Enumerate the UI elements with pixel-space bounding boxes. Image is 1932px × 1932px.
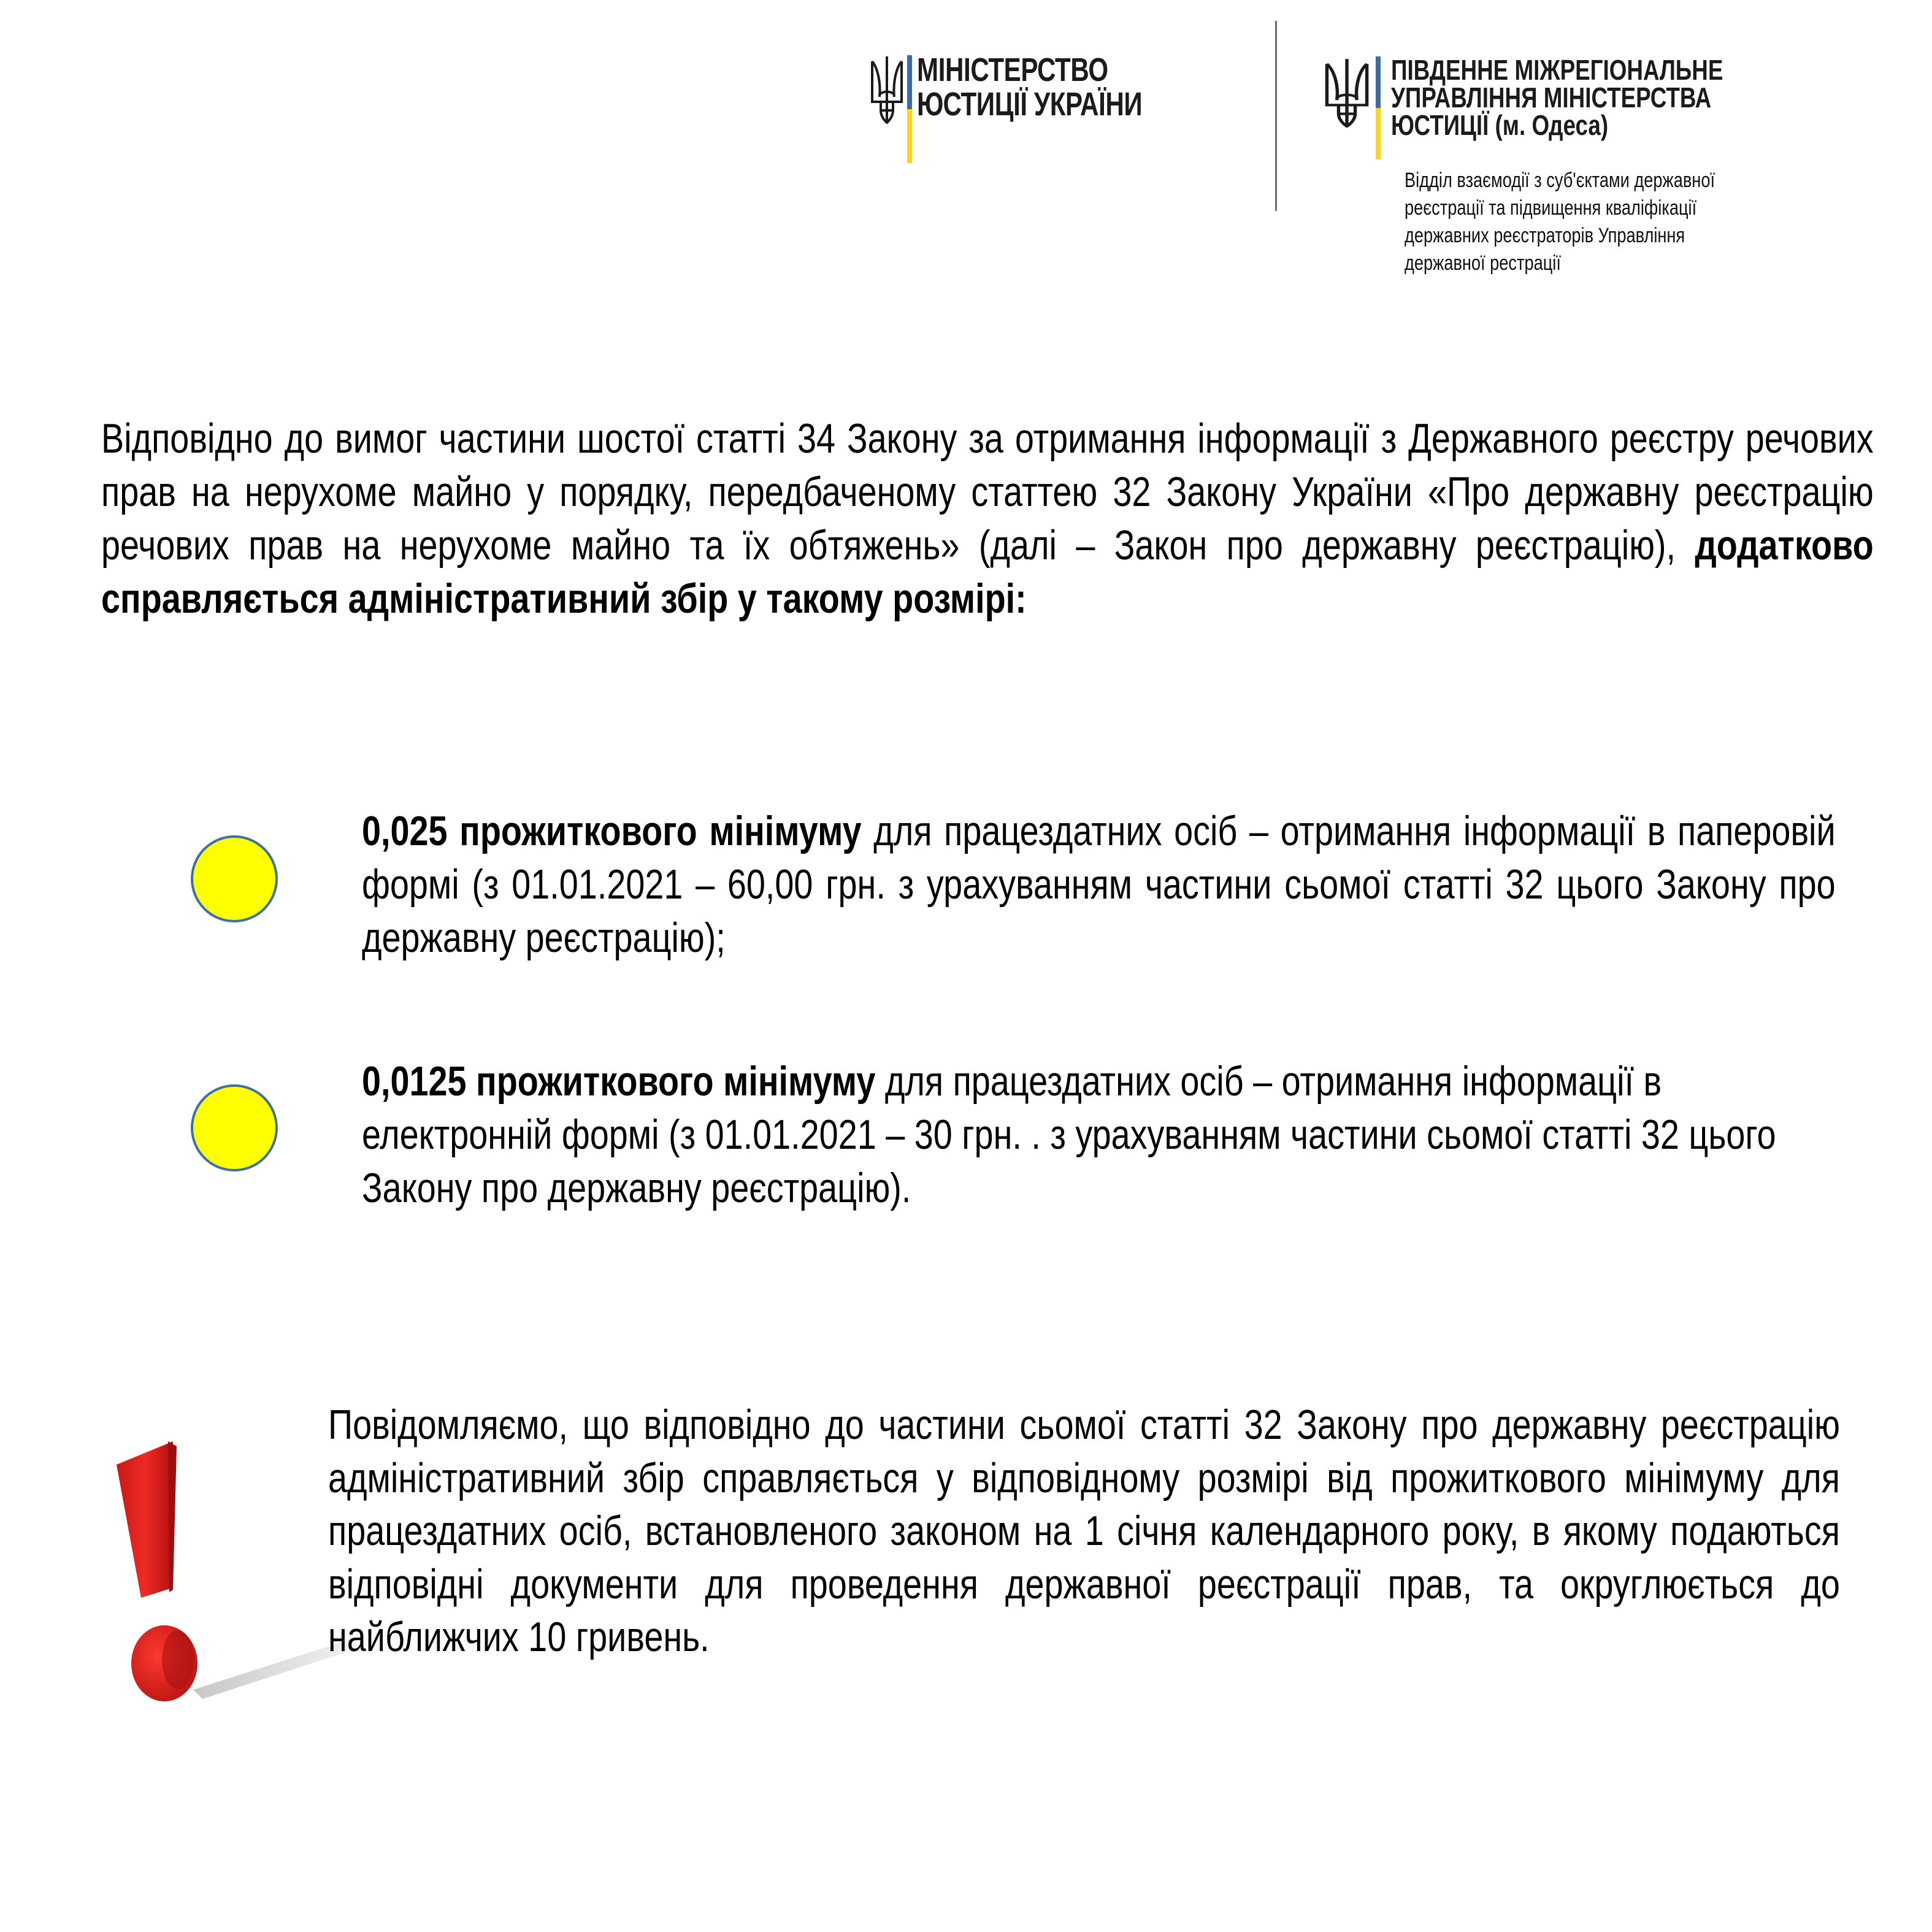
intro-paragraph <box>101 412 1874 626</box>
fee-amount: 0,025 прожиткового мінімуму <box>362 808 874 854</box>
department-line2: реєстрації та підвищення кваліфікації <box>1405 196 1697 220</box>
trident-icon <box>870 54 904 126</box>
flag-bar <box>1376 56 1381 159</box>
flag-bar <box>907 55 912 163</box>
department-line3: державних реєстраторів Управління <box>1405 224 1685 247</box>
ministry-logo-line1: МІНІСТЕРСТВО <box>917 52 1108 88</box>
department-line1: Відділ взаємодії з суб'єктами державної <box>1405 169 1715 192</box>
regional-logo-text <box>1391 56 1723 139</box>
ministry-logo-line2: ЮСТИЦІЇ УКРАЇНИ <box>917 86 1143 123</box>
notice-paragraph <box>328 1398 1840 1664</box>
bullet-circle-icon <box>191 1084 278 1171</box>
regional-logo-line1: ПІВДЕННЕ МІЖРЕГІОНАЛЬНЕ <box>1391 54 1723 86</box>
fee-description: для працездатних осіб – отримання інформації в електронній формі (з 01.01.2021 – 30 грн. . з урахуванням частини сьомої статті 32 цього Закону про державну реєстрацію). <box>362 1058 1776 1211</box>
bullet-circle-icon <box>191 835 278 922</box>
notice-text: Повідомляємо, що відповідно до частини сьомої статті 32 Закону про державну реєстрацію адміністративний збір справляється у відповідному розмірі від прожиткового мінімуму для працездатних осіб, встановленого законом на 1 січня календарного року, в якому подаються відповідні документи для проведення державної реєстрації прав, та округлюється до найближчих 10 гривень. <box>328 1401 1840 1660</box>
department-line4: державної рестрації <box>1405 251 1561 275</box>
intro-text: Відповідно до вимог частини шостої статті 34 Закону за отримання інформації з Державного реєстру речових прав на нерухоме майно у порядку, передбаченому статтею 32 Закону України «Про державну реєстрацію речових прав на нерухоме майно та їх обтяжень» (далі – Закон про державну реєстрацію), <box>101 415 1874 569</box>
fee-item <box>362 1055 1836 1215</box>
ministry-logo-text <box>917 53 1142 121</box>
intro-bold-text: додатково справляється адміністративний збір у такому розмірі: <box>101 522 1874 622</box>
header-divider <box>1275 21 1277 211</box>
fee-amount: 0,0125 прожиткового мінімуму <box>362 1058 885 1105</box>
department-subtitle <box>1405 167 1846 277</box>
exclamation-icon <box>104 1411 362 1723</box>
regional-logo-line2: УПРАВЛІННЯ МІНІСТЕРСТВА <box>1391 82 1712 113</box>
regional-logo-line3: ЮСТИЦІЇ (м. Одеса) <box>1391 109 1609 141</box>
trident-icon <box>1324 56 1370 130</box>
fee-description: для працездатних осіб – отримання інформації в паперовій формі (з 01.01.2021 – 60,00 грн. з урахуванням частини сьомої статті 32 цього Закону про державну реєстрацію); <box>362 808 1836 961</box>
fee-item <box>362 805 1836 965</box>
